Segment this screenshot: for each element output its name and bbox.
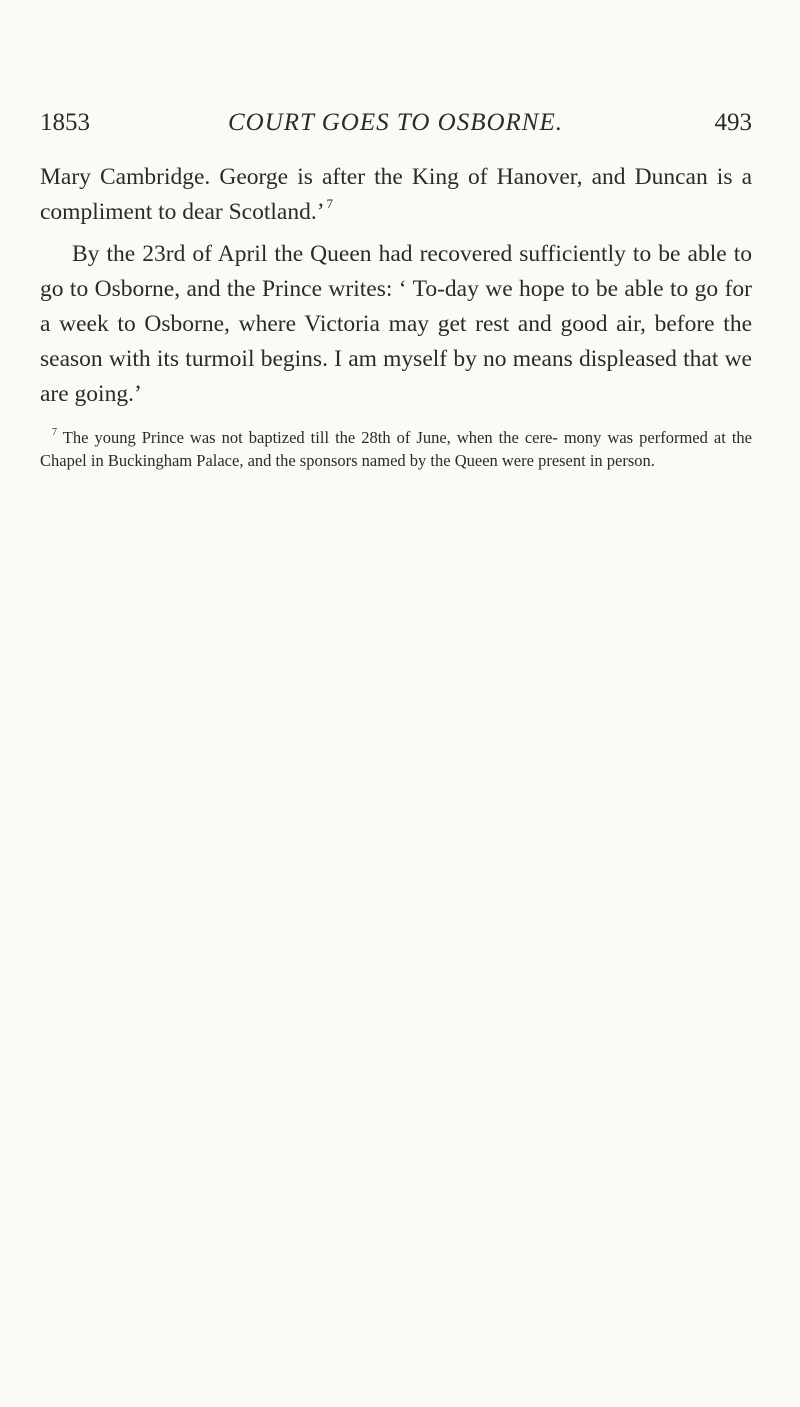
header-title: COURT GOES TO OSBORNE. — [228, 109, 563, 136]
paragraph-1 — [40, 160, 752, 230]
paragraph-2-text: By the 23rd of April the Queen had recovered sufficiently to be able to go to Osborne, and the Prince writes: ‘ To-day we hope to be able to go for a week to Osborne, where Victoria may get rest and good air, before the season with its turmoil begins. I am myself by no means displeased that we are going.’ — [40, 241, 752, 407]
header-year: 1853 — [40, 109, 90, 136]
paragraph-2 — [40, 237, 752, 412]
body-text — [40, 160, 752, 412]
footnote-mark: 7 — [52, 427, 57, 438]
paragraph-1-text: Mary Cambridge. George is after the King of Hanover, and Duncan is a compliment to dear Scotland.’ — [40, 164, 752, 225]
footnote — [40, 426, 752, 472]
footnote-text: The young Prince was not baptized till the 28th of June, when the cere- mony was performed at the Chapel in Buckingham Palace, and the sponsors named by the Queen were present in person. — [40, 428, 753, 470]
running-head — [40, 108, 752, 138]
footnote-ref-7[interactable]: 7 — [326, 196, 334, 211]
page-number: 493 — [714, 109, 752, 136]
